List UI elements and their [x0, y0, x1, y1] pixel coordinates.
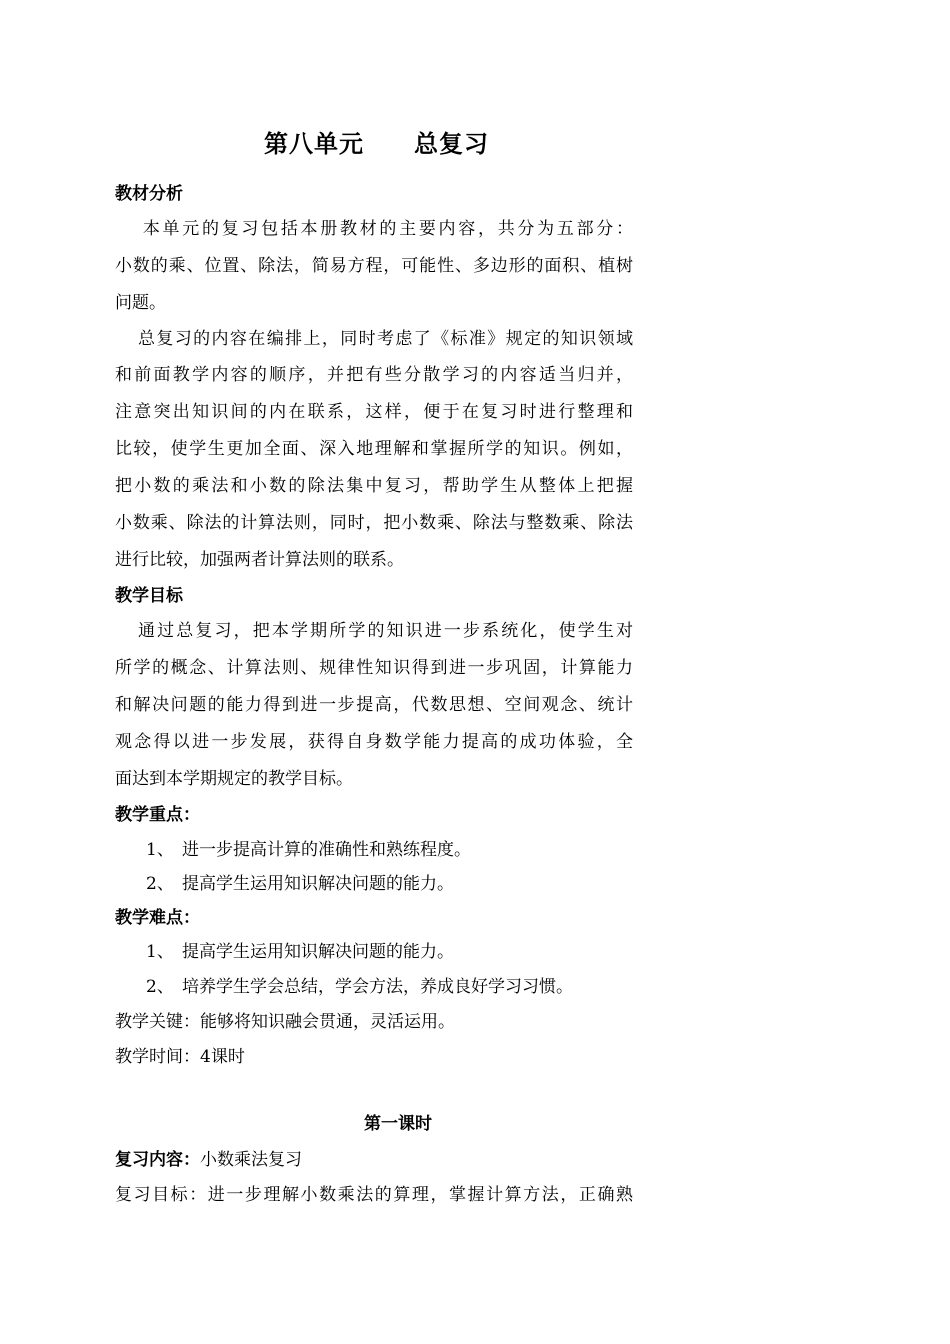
paragraph-line: 进行比较，加强两者计算法则的联系。 [115, 550, 404, 570]
review-goal-line: 复习目标：进一步理解小数乘法的算理，掌握计算方法，正确熟 [115, 1185, 633, 1205]
paragraph-line: 问题。 [115, 293, 166, 313]
section-heading-teaching-goals: 教学目标 [115, 586, 183, 606]
teaching-key-line: 教学关键：能够将知识融会贯通，灵活运用。 [115, 1012, 455, 1032]
paragraph-line: 本单元的复习包括本册教材的主要内容，共分为五部分： [115, 219, 633, 239]
paragraph-line: 总复习的内容在编排上，同时考虑了《标准》规定的知识领域 [138, 329, 633, 349]
teaching-time-line: 教学时间：4课时 [115, 1047, 245, 1067]
list-item [146, 975, 573, 999]
list-number: 2、 [146, 874, 174, 894]
list-number: 1、 [146, 942, 174, 962]
paragraph-line: 通过总复习，把本学期所学的知识进一步系统化，使学生对 [138, 621, 633, 641]
list-item [146, 940, 454, 964]
paragraph-line: 注意突出知识间的内在联系，这样，便于在复习时进行整理和 [115, 402, 633, 422]
review-content-line [115, 1148, 302, 1172]
paragraph-line: 面达到本学期规定的教学目标。 [115, 769, 353, 789]
section-heading-key-points: 教学重点： [115, 805, 200, 825]
paragraph-line: 小数的乘、位置、除法，简易方程，可能性、多边形的面积、植树 [115, 256, 633, 276]
list-text: 进一步提高计算的准确性和熟练程度。 [182, 840, 471, 860]
list-text: 培养学生学会总结，学会方法，养成良好学习习惯。 [182, 977, 573, 997]
list-item [146, 872, 454, 896]
list-number: 1、 [146, 840, 174, 860]
paragraph-line: 观念得以进一步发展，获得自身数学能力提高的成功体验，全 [115, 732, 633, 752]
paragraph-line: 小数乘、除法的计算法则，同时，把小数乘、除法与整数乘、除法 [115, 513, 633, 533]
paragraph-line: 把小数的乘法和小数的除法集中复习，帮助学生从整体上把握 [115, 476, 633, 496]
section-heading-material-analysis: 教材分析 [115, 184, 183, 204]
list-number: 2、 [146, 977, 174, 997]
section-heading-difficulties: 教学难点： [115, 908, 200, 928]
paragraph-line: 和解决问题的能力得到进一步提高，代数思想、空间观念、统计 [115, 695, 633, 715]
review-content-value: 小数乘法复习 [200, 1150, 302, 1170]
paragraph-line: 所学的概念、计算法则、规律性知识得到进一步巩固，计算能力 [115, 658, 633, 678]
paragraph-line: 比较，使学生更加全面、深入地理解和掌握所学的知识。例如， [115, 439, 633, 459]
review-content-label: 复习内容： [115, 1150, 200, 1170]
paragraph-line: 和前面教学内容的顺序，并把有些分散学习的内容适当归并， [115, 365, 633, 385]
unit-title: 第八单元 总复习 [264, 130, 489, 158]
list-item [146, 838, 471, 862]
list-text: 提高学生运用知识解决问题的能力。 [182, 874, 454, 894]
list-text: 提高学生运用知识解决问题的能力。 [182, 942, 454, 962]
lesson-title: 第一课时 [364, 1114, 432, 1134]
